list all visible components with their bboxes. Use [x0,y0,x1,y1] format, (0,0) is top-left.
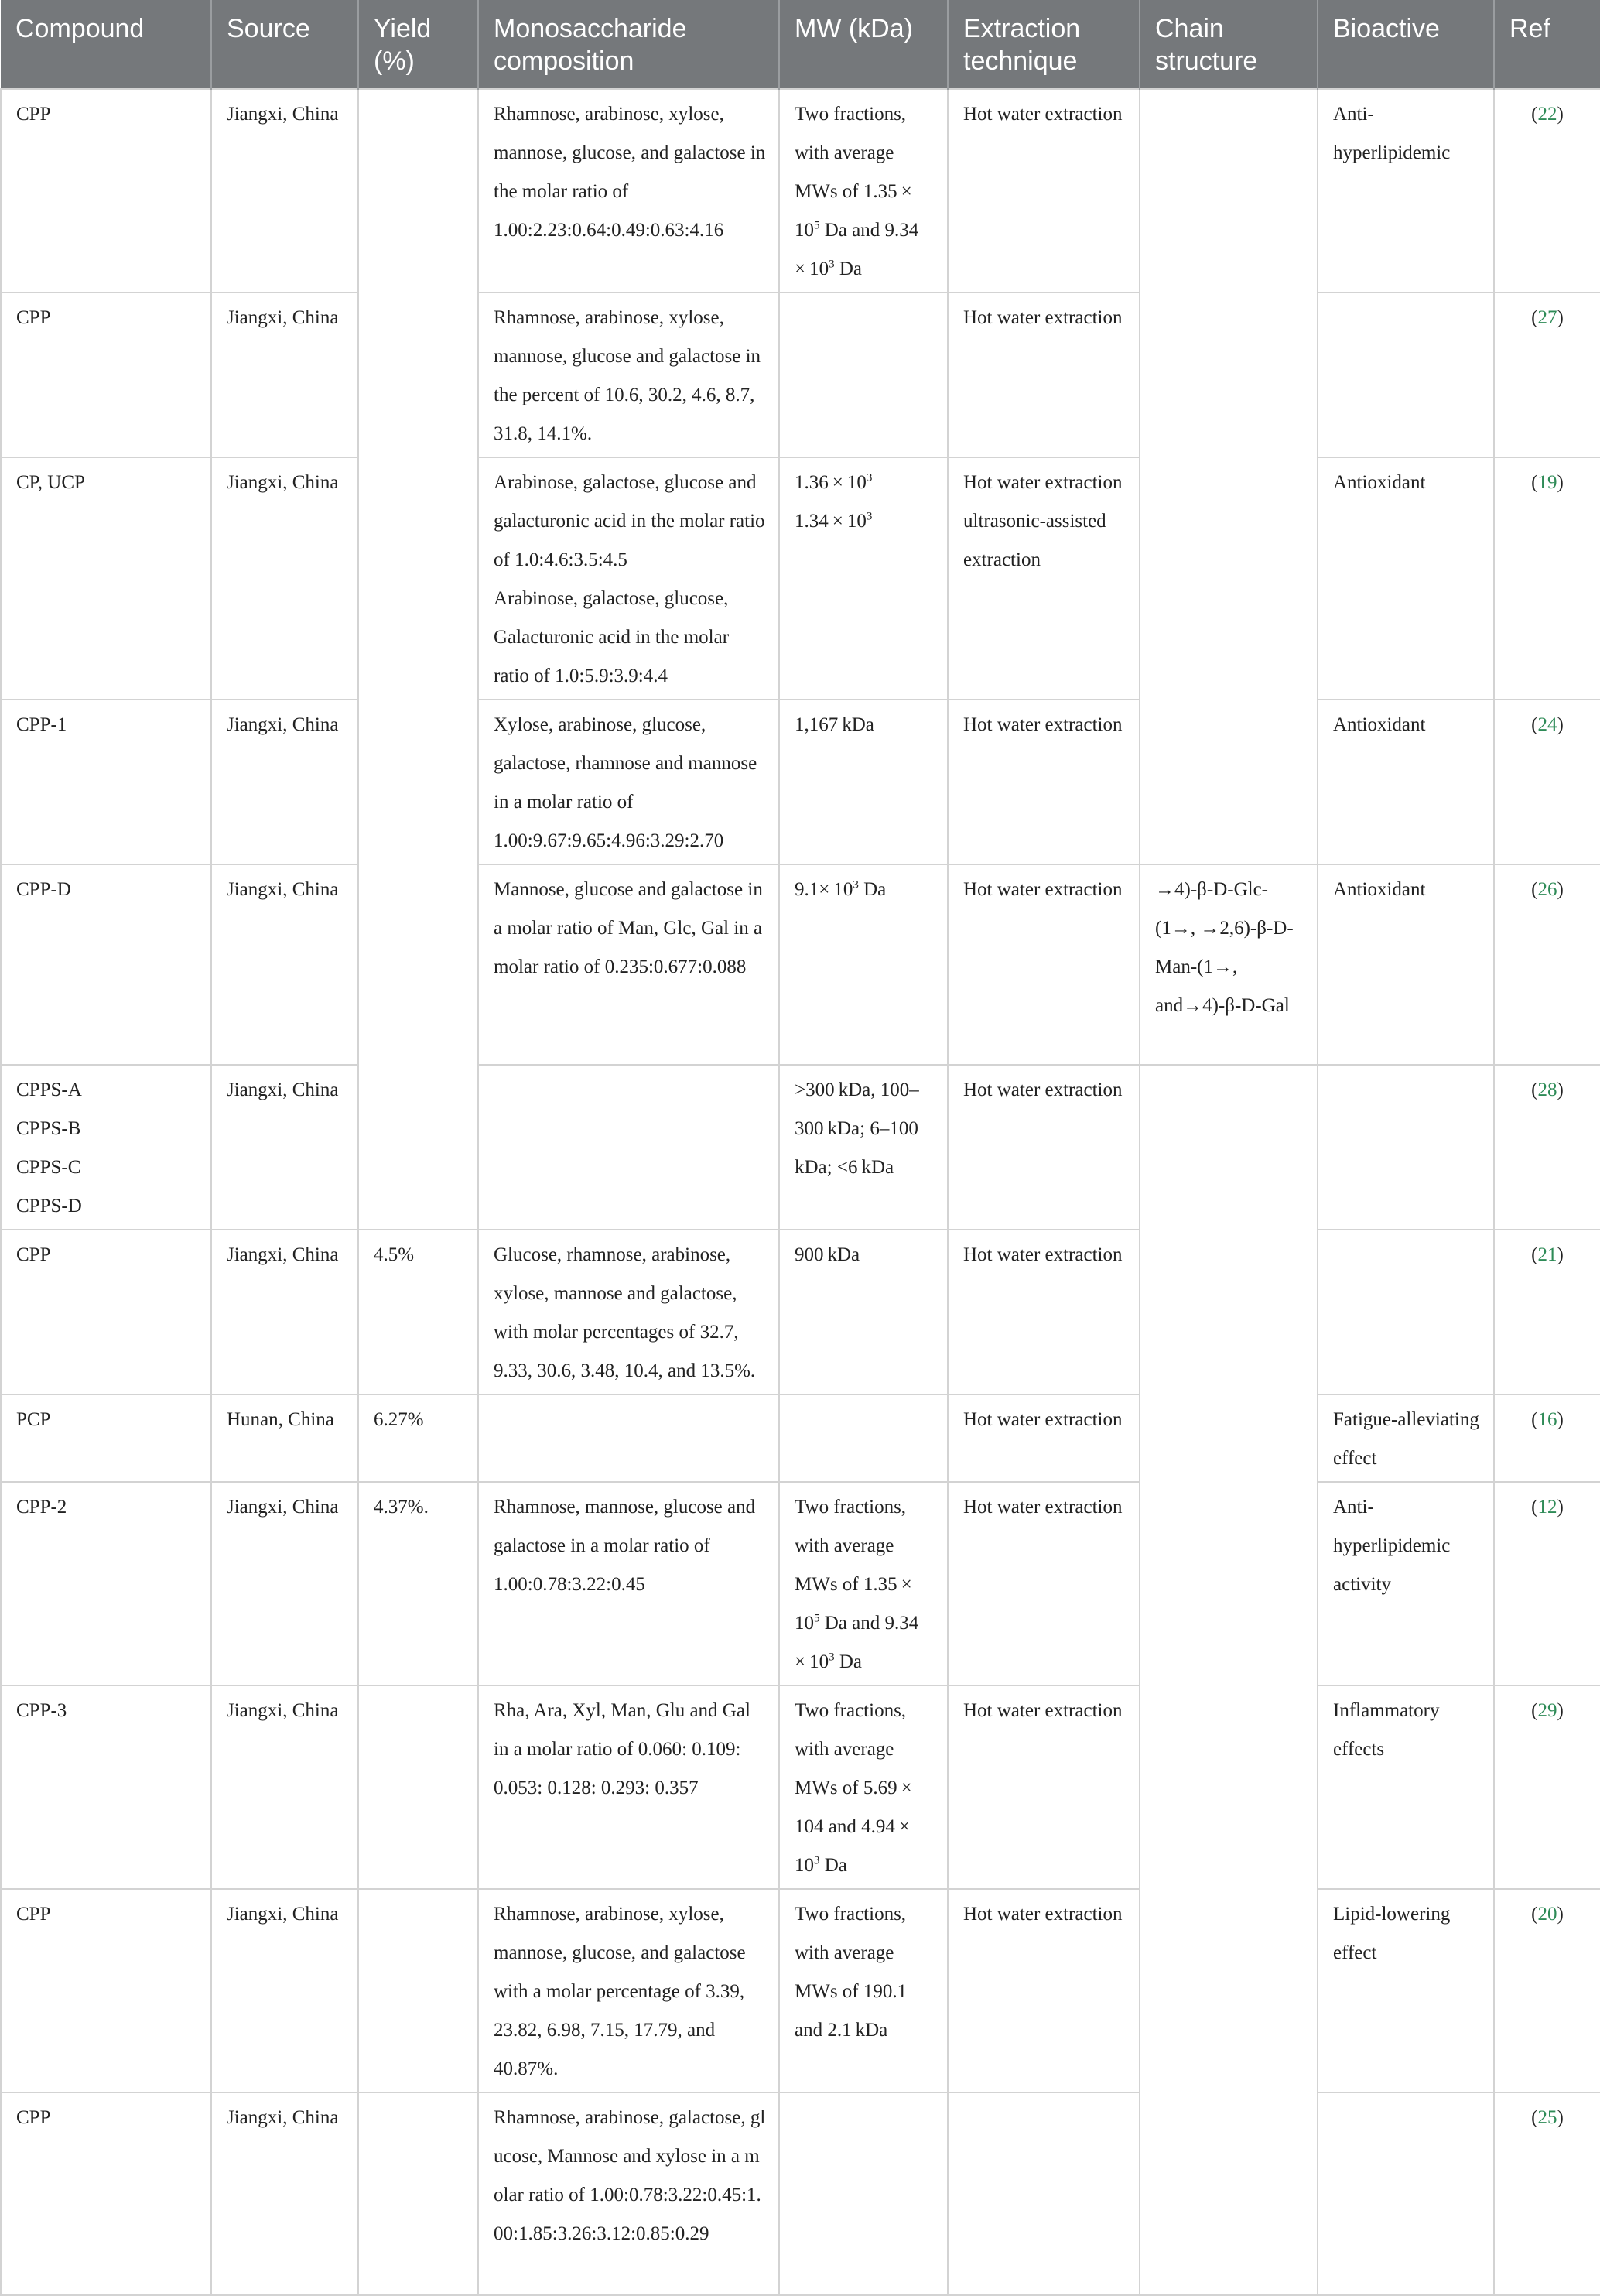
ref-cell: (28) [1494,1065,1600,1230]
compound-cell: PCP [1,1394,211,1482]
table-row [1,89,1600,293]
ref-link[interactable]: 16 [1537,1409,1557,1430]
ref-cell: (16) [1494,1394,1600,1482]
compound-cell: CPPS-A CPPS-B CPPS-C CPPS-D [1,1065,211,1230]
yield-cell [358,2092,478,2295]
mw-cell: $1.36 \times 10^3$ $1.34 \times 10^3$ [779,457,948,700]
table-row [1,1230,1600,1394]
extraction-cell: Hot water extraction [948,1889,1140,2092]
table-row [1,700,1600,864]
yield-cell: 4.5% [358,1230,478,1394]
ref-link[interactable]: 12 [1537,1497,1557,1518]
bioactive-cell: Anti-hyperlipidemic activity [1318,1482,1494,1685]
bioactive-cell: Fatigue-alleviating effect [1318,1394,1494,1482]
header-row [1,0,1600,89]
bioactive-cell: Anti-hyperlipidemic [1318,89,1494,293]
yield-cell: 4.37%. [358,1482,478,1685]
header-bioactive: Bioactive [1318,0,1494,89]
ref-cell: (22) [1494,89,1600,293]
ref-link[interactable]: 25 [1537,2107,1557,2128]
table-row [1,864,1600,1065]
source-cell: Jiangxi, China [211,1685,358,1889]
compound-cell: CPP [1,89,211,293]
ref-cell: (27) [1494,293,1600,457]
source-cell: Jiangxi, China [211,1889,358,2092]
compound-cell: CPP [1,1889,211,2092]
compound-cell: CPP-2 [1,1482,211,1685]
yield-cell [358,1685,478,1889]
table-row [1,1685,1600,1889]
compound-cell: CPP-1 [1,700,211,864]
mono-cell: Glucose, rhamnose, arabinose, xylose, mannose and galactose, with molar percentages of 32.7, 9.33, 30.6, 3.48, 10.4, and 13.5%. [478,1230,779,1394]
mw-cell: Two fractions, with average MWs of $1.35 \times 10^5$ Da and $9.34 \times 10^3$ Da [779,89,948,293]
mw-cell: Two fractions, with average MWs of $1.35 \times 10^5$ Da and $9.34 \times 10^3$ Da [779,1482,948,1685]
header-extraction: Extraction technique [948,0,1140,89]
extraction-cell: Hot water extraction [948,293,1140,457]
header-compound: Compound [1,0,211,89]
table-row [1,2092,1600,2295]
header-source: Source [211,0,358,89]
bioactive-cell: Inflammatory effects [1318,1685,1494,1889]
mono-cell [478,1065,779,1230]
source-cell: Hunan, China [211,1394,358,1482]
extraction-cell: Hot water extraction ultrasonic-assisted extraction [948,457,1140,700]
ref-cell: (29) [1494,1685,1600,1889]
yield-cell [358,89,478,1230]
bioactive-cell [1318,293,1494,457]
compound-cell: CPP-D [1,864,211,1065]
compound-cell: CPP [1,2092,211,2295]
chain-cell [1140,89,1318,864]
chain-cell [1140,1065,1318,2295]
extraction-cell: Hot water extraction [948,1230,1140,1394]
extraction-cell [948,2092,1140,2295]
extraction-cell: Hot water extraction [948,1394,1140,1482]
extraction-cell: Hot water extraction [948,1685,1140,1889]
ref-link[interactable]: 29 [1537,1700,1557,1721]
mono-cell: Rhamnose, arabinose, xylose, mannose, glucose, and galactose in the molar ratio of 1.00:2.23:0.64:0.49:0.63:4.16 [478,89,779,293]
ref-link[interactable]: 24 [1537,714,1557,735]
bioactive-cell [1318,1065,1494,1230]
header-monosaccharide: Monosaccharide composition [478,0,779,89]
chain-cell: →4)-β-D-Glc-(1→, →2,6)-β-D-Man-(1→, and→4)-β-D-Gal [1140,864,1318,1065]
ref-cell: (24) [1494,700,1600,864]
mono-cell: Rha, Ara, Xyl, Man, Glu and Gal in a molar ratio of 0.060: 0.109: 0.053: 0.128: 0.293: 0.357 [478,1685,779,1889]
compound-cell: CPP [1,1230,211,1394]
table-row [1,1889,1600,2092]
mono-cell: Rhamnose, arabinose, xylose, mannose, glucose, and galactose with a molar percentage of 3.39, 23.82, 6.98, 7.15, 17.79, and 40.87%. [478,1889,779,2092]
extraction-cell: Hot water extraction [948,864,1140,1065]
source-cell: Jiangxi, China [211,293,358,457]
header-chain: Chain structure [1140,0,1318,89]
table-row [1,1394,1600,1482]
bioactive-cell: Antioxidant [1318,457,1494,700]
compound-cell: CP, UCP [1,457,211,700]
ref-link[interactable]: 26 [1537,879,1557,900]
mono-cell: Arabinose, galactose, glucose and galacturonic acid in the molar ratio of 1.0:4.6:3.5:4.5 Arabinose, galactose, glucose, Galacturonic acid in the molar ratio of 1.0:5.9:3.9:4.4 [478,457,779,700]
ref-cell: (26) [1494,864,1600,1065]
ref-link[interactable]: 28 [1537,1080,1557,1100]
compound-cell: CPP-3 [1,1685,211,1889]
source-cell: Jiangxi, China [211,1482,358,1685]
mw-cell [779,293,948,457]
mono-cell: Rhamnose, arabinose, xylose, mannose, glucose and galactose in the percent of 10.6, 30.2, 4.6, 8.7, 31.8, 14.1%. [478,293,779,457]
mw-cell: Two fractions, with average MWs of 190.1 and 2.1 kDa [779,1889,948,2092]
mw-cell [779,2092,948,2295]
bioactive-cell [1318,2092,1494,2295]
bioactive-cell: Lipid-lowering effect [1318,1889,1494,2092]
compound-cell: CPP [1,293,211,457]
ref-cell: (21) [1494,1230,1600,1394]
mw-cell: 1,167 kDa [779,700,948,864]
header-yield: Yield (%) [358,0,478,89]
bioactive-cell: Antioxidant [1318,700,1494,864]
ref-link[interactable]: 22 [1537,104,1557,125]
source-cell: Jiangxi, China [211,2092,358,2295]
ref-cell: (20) [1494,1889,1600,2092]
table-row [1,293,1600,457]
extraction-cell: Hot water extraction [948,1065,1140,1230]
yield-cell [358,1889,478,2092]
ref-link[interactable]: 27 [1537,307,1557,328]
mw-cell: >300 kDa, 100–300 kDa; 6–100 kDa; <6 kDa [779,1065,948,1230]
mono-cell: Xylose, arabinose, glucose, galactose, rhamnose and mannose in a molar ratio of 1.00:9.67:9.65:4.96:3.29:2.70 [478,700,779,864]
table-row [1,1065,1600,1230]
source-cell: Jiangxi, China [211,700,358,864]
source-cell: Jiangxi, China [211,457,358,700]
mono-cell [478,1394,779,1482]
ref-cell: (12) [1494,1482,1600,1685]
mono-cell: Mannose, glucose and galactose in a molar ratio of Man, Glc, Gal in a molar ratio of 0.235:0.677:0.088 [478,864,779,1065]
ref-link[interactable]: 21 [1537,1244,1557,1265]
extraction-cell: Hot water extraction [948,700,1140,864]
ref-link[interactable]: 20 [1537,1904,1557,1925]
extraction-cell: Hot water extraction [948,89,1140,293]
extraction-cell: Hot water extraction [948,1482,1140,1685]
source-cell: Jiangxi, China [211,1230,358,1394]
ref-cell: (25) [1494,2092,1600,2295]
table-row [1,457,1600,700]
mw-cell [779,1394,948,1482]
bioactive-cell [1318,1230,1494,1394]
header-mw: MW (kDa) [779,0,948,89]
yield-cell: 6.27% [358,1394,478,1482]
mono-cell: Rhamnose, arabinose, galactose, glucose, Mannose and xylose in a molar ratio of 1.00:0.78:3.22:0.45:1.00:1.85:3.26:3.12:0.85:0.29 [478,2092,779,2295]
mw-cell: $9.1\times 10^3$ Da [779,864,948,1065]
mono-cell: Rhamnose, mannose, glucose and galactose in a molar ratio of 1.00:0.78:3.22:0.45 [478,1482,779,1685]
ref-cell: (19) [1494,457,1600,700]
bioactive-cell: Antioxidant [1318,864,1494,1065]
source-cell: Jiangxi, China [211,89,358,293]
ref-link[interactable]: 19 [1537,472,1557,493]
table-row [1,1482,1600,1685]
source-cell: Jiangxi, China [211,864,358,1065]
source-cell: Jiangxi, China [211,1065,358,1230]
mw-cell: 900 kDa [779,1230,948,1394]
header-ref: Ref [1494,0,1600,89]
mw-cell: Two fractions, with average MWs of 5.69 × 104 and $4.94 \times 10^3$ Da [779,1685,948,1889]
